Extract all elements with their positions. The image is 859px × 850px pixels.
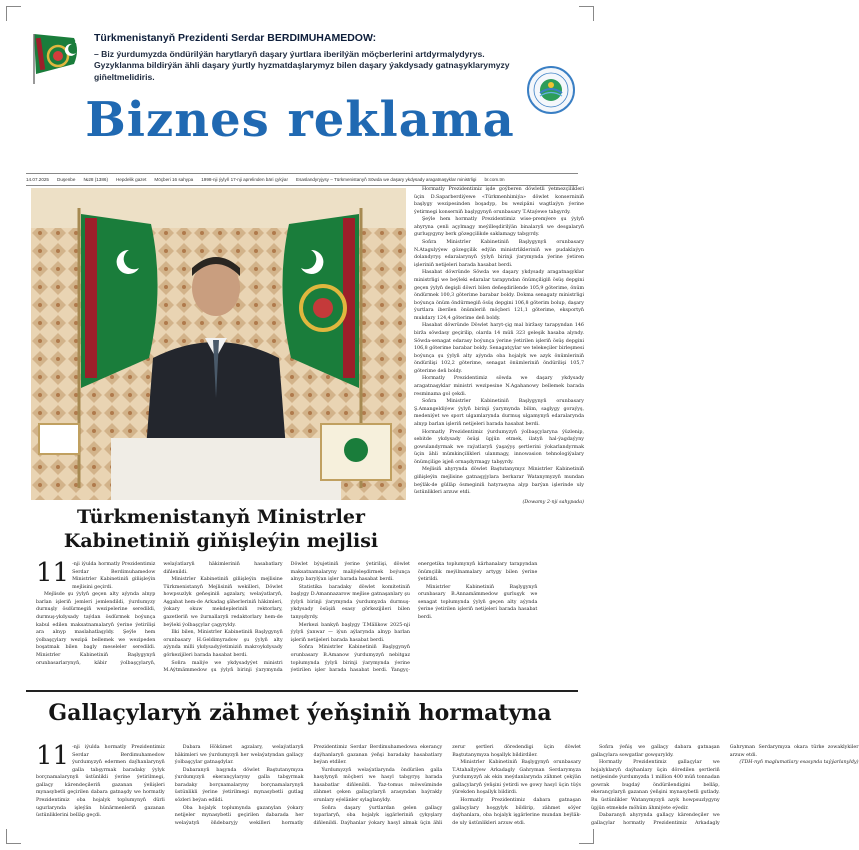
issue-site: br.com.tm bbox=[484, 177, 505, 182]
article2-body bbox=[36, 741, 859, 830]
article-paragraph: Mejlisiň ahyrynda döwlet Baştutanymyz Ministrler Kabinetiniň giňişleýin mejlisine gatnaşyjylara berkarar Watanymyzyň mundan beýläk-de gülläp ösmeginiň hatyrasyna alyp barýan işlerinde uly üstünlikleri arzuw etdi. bbox=[414, 467, 584, 496]
issue-founder: Esaslandyryjysy – Türkmenistanyň Söwda we daşary ykdysady aragatnaşyklar ministrligi bbox=[296, 177, 477, 182]
issue-number: №28 (1386) bbox=[83, 177, 108, 182]
article-paragraph: Dabaranyň ahyrynda gallaçy kärendeçiler we gallaçylar hormatly Prezidentimiz Arkadagly Gahryman Serdarymyza okara türke zowaklykiler arzuw etdi. bbox=[591, 745, 859, 826]
article-paragraph: Ýurdumyzyň welaýatlarynda öndürilen galla hasylynyň möçberi we hasyl tabşyryş barada hasabatlar diňlenildi. Ýaz-tomus möwsüminde zähmet çeken gallaçylaryň arasyndan baýrakly orunlary eýelänler sylaglanyldy. bbox=[313, 767, 443, 804]
article1-headline-line1: Türkmenistanyň Ministrler bbox=[76, 506, 366, 528]
dropcap: 11 bbox=[36, 558, 70, 588]
dropcap: 11 bbox=[36, 741, 70, 771]
article-paragraph: Soňra maliýe we ykdysadyýet ministri M.Aýtmämmedow şu ýylyň birinji ýarymynda Döwlet býujetiniň ýerine ýetirilişi, döwlet maksatnamalaryny maliýeleşdirmek boýunça alnyp barylýan işler barada hasabat berdi. bbox=[163, 562, 410, 674]
article-paragraph: Hormatly Prezidentimiz dabara gatnaşan gallaçylary hoşgylyk bildirip, zähmet söýer daýhanlara, oba hojalyk işgärlerine mundan beýläk-de uly üstünlikleri arzuw etdi. bbox=[452, 798, 581, 826]
quote-text: – Biz ýurdumyzda öndürilýän harytlaryň daşary ýurtlara iberilýän möçberlerini artdyrmalydyrys. Gyzyklanma bildirýän ähli daşary ýurtly hyzmatdaşlarymyz bilen daşary ýakdysady gatnaşyklarymyzy giňeltmelidiris. bbox=[94, 49, 510, 82]
article-paragraph: Merkezi bankyň başlygy T.Mälikow 2025-nji ýylyň ýanwar — iýun aýlarynda alnyp barlan işleriň netijeleri barada hasabat berdi. bbox=[290, 622, 410, 643]
article-paragraph: Soňra Ministrler Kabinetiniň Başlygynyň orunbasary N.Atagulyýew gözegçilik edýän ministrlikleriniň we pudaklaýyn dolandyryş edaralarynyň ýylyň birinji ýarymynda ýerine ýetiren işleriniň netijeleri barada hasabat berdi. bbox=[414, 240, 584, 268]
quote-author: Türkmenistanyň Prezidenti Serdar BERDIMUHAMEDOW: bbox=[94, 32, 377, 44]
article-paragraph: Hormatly Prezidentimiz işde goýberen döwletli ýetmezçilikleri üçin D.Saparberdiýewe «Türkmenhimiýa» döwlet konserniniň başlygy wezipesinden boşadyp, bu wezipäni wagtlaýyn ýerine ýetirmegi konserniň başlygynyň orunbasary T.Ataýewe tabşyrdy. bbox=[414, 187, 584, 215]
article-lead: 11 -nji iýulda hormatly Prezidentimiz Serdar Berdimuhamedow Ministrler Kabinetiniň giňişleýin mejlisini geçirdi. bbox=[36, 558, 156, 590]
article2-headline: Gallaçylaryň zähmet ýeňşiniň hormatyna bbox=[48, 700, 552, 726]
continued-caption: (Dowamy 2-nji sahypada) bbox=[522, 499, 584, 505]
crop-mark-top-right bbox=[579, 6, 594, 21]
article-paragraph: Ilki bilen, Ministrler Kabinetiniň Başlygynyň orunbasary H.Geldimyradow şu ýylyň alty aýynda milli ykdysadyýetimiziň makroykdysady görkezijileri barada hasabat berdi. bbox=[163, 630, 283, 658]
article-paragraph: Dabara Hökümet agzalary, welaýatlaryň häkimleri we ýurdumyzyň her welaýatyndan gallaçy ýolbaşçylar gatnaşdylar. bbox=[174, 745, 304, 766]
article-paragraph: Hormatly Prezidentimiz ýurdumyzyň ýolbaşçylaryna ýüzlenip, sebitde ykdysady ösüşi üpjün etmek, ilatyň hal-ýagdaýyny gowulandyrmak we raýatlaryň ýaşaýyş şertlerini ýokarlandyrmak üçin ähli mümkinçilikleri ulanmagy, innowasion tehnologiýalary önümçilige işjeň ornaşdyrmagy tabşyrdy. bbox=[414, 429, 584, 465]
article-paragraph: Hormatly Prezidentimiz söwda we daşary ykdysady aragatnaşyklar ministri wezipesine N.Agahanowy bellemek barada resminama gol çekdi. bbox=[414, 376, 584, 397]
source-caption: (TDH-nyň maglumatlary esasynda taýýarlanyldy) bbox=[739, 760, 859, 766]
article1-body bbox=[36, 558, 538, 679]
article-paragraph: Şeýle hem hormatly Prezidentimiz wise-premýere şu ýylyň ahyryna çenli açylmagy meýilleşdirilýän binalaryň we desgalaryň gurluşygyny berk gözegçilikde saklamagy tabşyrdy. bbox=[414, 217, 584, 238]
article-paragraph: Hasabat döwründe Döwlet haryt-çig mal biržasy tarapyndan 146 birža söwdasy geçirilip, olarda 14 müň 323 geleşik hasaba alyndy. Söwda-senagat edarasy boýunça ýerine ýetirilen işleriň ösüş depgini 106,8 göterime barabar boldy. Senagatçylar we telekeçiler birleşmesi boýunça şu ýylyň alty aýynda oba hojalyk we azyk önümleriniň öndürilişi 102,2 göterime, senagat önümleriniň öndürilişi 105,7 göterime deň boldy. bbox=[414, 323, 584, 374]
article-paragraph: Ministrler Kabinetiniň giňişleýin mejlisine Türkmenistanyň Mejlisiniň wekilleri, Döwlet howpsuzlyk geňeşiniň agzalary, welaýatlaryň, Aşgabat hem-de Arkadag şäherleriniň häkimleri, ýokary okuw mekdepleriniň rektorlary, gazetleriň we žurnallaryň redaktorlary hem-de beýleki ýolbaşçylar çagyryldy. bbox=[163, 577, 283, 628]
article-paragraph: Hormatly Prezidentimiz gallaçylar we hojalyklaryň daýhanlary üçin döredilen şertleriň netijesinde ýurdumyzda 1 million 400 müň tonnadan gowrak bugdaý öndürilendigini belläp, ekerançylaryň gazanan ýeňşini mynasybetli gutlady. Bu üstünlikler Watanymyzyň azyk howpsuzlygyny üpjün etmekde möhüm ähmiýete eýedir. bbox=[591, 760, 720, 811]
article-paragraph: Soňra Ministrler Kabinetiniň Başlygynyň orunbasary B.Amanow ýurdumyzyň nebitgaz toplumynda ýylyň birinji ýarymynda ýerine ýetirilen işler barada hasabat berdi. Ýangyç-energetika toplumynyň kärhanalary tarapyndan önümçilik meýilnamalary artygy bilen ýerine ýetirildi. bbox=[290, 562, 538, 674]
issue-founded: 1998-nji ýylyň 17-nji aprelinden bäri çykýar bbox=[201, 177, 289, 182]
article-paragraph: Ministrler Kabinetiniň Başlygynyň orunbasary B.Annamämmedow gurluşyk we senagat toplumynda ýylyň geçen alty aýynda ýerine ýetirilen işleriň netijeleri barada hasabat berdi. bbox=[417, 584, 538, 621]
article-paragraph: Hasabat döwründe Söwda we daşary ykdysady aragatnaşyklar ministrligi we beýleki edaralar tarapyndan önümçiligiň ösüş depgini geçen ýylyň degişli döwri bilen deňeşdirilende 105,9 göterime, önüm öndürmek 100,3 göterime barabar boldy. Dokma senagaty ministrligi boýunça önüm öndürmegiň ösüş depgini 106,8 göterim bolup, daşary ýurtlara iberilen önümleriň möçberi 121,1 göterime, eksportyň mukdary 124,4 göterime deň boldy. bbox=[414, 270, 584, 321]
masthead-title: Biznes reklama bbox=[85, 92, 515, 148]
crop-mark-top-left bbox=[6, 6, 21, 21]
issue-weekday: Duşenbe bbox=[57, 177, 76, 182]
article-paragraph: Ministrler Kabinetiniň Başlygynyň orunbasary T.Atahallyýew Arkadagly Gahryman Serdarymyza ýurdumyzyň ak ekin meýdanlarynda zähmet çekýän gallaçylaryň ýeňşini ýetirdi we gowy hasyl üçin tüýs ýürekden hoşallyk bildirdi. bbox=[452, 760, 581, 796]
article-lead: 11 -nji iýulda hormatly Prezidentimiz Serdar Berdimuhamedow ýurdumyzyň edermen daýhanlarynyň galla tabşyrmak baradaky ýylyk borçnamalarynyň üstünlikli ýerine ýetirilmegi, gallaçy kärendeçileriň gazanan ýeňişleri mynasybetli geçirilen dabara gatnaşdy we hormatly Prezidentimiz oba hojalyk toplumynyň dürli ugurlarynda işleýän hünärmenleriň gazanan üstünliklerini belläp geçdi. bbox=[36, 741, 165, 819]
section-divider bbox=[26, 690, 578, 692]
article1-headline bbox=[36, 505, 406, 553]
info-bar bbox=[26, 173, 578, 186]
crop-mark-bottom-right bbox=[579, 829, 594, 844]
article-paragraph: Soňra Ministrler Kabinetiniň Başlygynyň orunbasary Ş.Amangeldiýew ýylyň birinji ýarymynda bilim, saglygy goraýyş, medeniýet we sport ulgamlarynda durmuş ulgamynyň edaralarynda alnyp barlan işleriň netijeleri barada hasabat berdi. bbox=[414, 399, 584, 427]
president-quote bbox=[94, 32, 522, 83]
article-paragraph: Mejlisde şu ýylyň geçen alty aýynda alnyp barlan işleriň jemleri jemlendildi, ýurdumyzy durnuşly ösdürmegiň wezipelerine seredildi, durmuş-ykdysady taýdan ösdürmek boýunça kabul edilen maksatnamalaryň ýerine ýetirilişi ara alnyp maslahatlaşyldy. Şeýle hem ýolbaşçylary wezipä bellemek we wezipeden boşatmak bilen bagly meseleler seredildi. Ministrler Kabinetiniň Başlygynyň orunbasarlarynyň, käbir ýolbaşçylaryň, welaýatlaryň häkimleriniň hasabatlary diňlenildi. bbox=[36, 562, 283, 666]
article-paragraph: Dabaranyň başynda döwlet Baştutanymyza ýurdumyzyň ekerançylaryny galla tabşyrmak baradaky borçnamalaryny borçnamalarynyň üstünlikli ýerine ýetirilmegi mynasybetli gutlag sözleri beýan edildi. bbox=[174, 767, 304, 804]
crop-mark-bottom-left bbox=[6, 829, 21, 844]
flag-emblem-icon bbox=[28, 30, 84, 86]
article-paragraph: Statistika baradaky döwlet komitetiniň başlygy D.Amannazarow mejlise gatnaşanlary şu ýylyň birinji ýarymynda ýurdumyzda durmuş-ykdysady ösüşiň esasy görkezijileri bilen tanyşdyrdy. bbox=[290, 584, 410, 621]
article-paragraph: Oba hojalyk toplumynda gazanylan ýokary netijeler mynasybetli geçirilen dabarada her welaýatyň öňdebaryjy wekilleri hormatly Prezidentimiz Serdar Berdimuhamedowa ekerançy daýhanlaryň gazanan ýeňşi baradaky hasabatlary beýan etdiler. bbox=[174, 745, 443, 826]
issue-date: 14.07.2025 bbox=[26, 177, 49, 182]
lead-photo bbox=[31, 188, 406, 500]
article-paragraph: Soňra ýeňiş we gallaçy dabara gatnaşan gallaçylara sowgatlar gowşuryldy. bbox=[591, 745, 720, 758]
issue-pages: Möçberi 16 sahypa bbox=[154, 177, 194, 182]
article1-headline-line2: Kabinetiniň giňişleýin mejlisi bbox=[63, 530, 379, 552]
article-paragraph: Soňra daşary ýurtlardan gelen gallaçy toparlaryň, oba hojalyk işgärleriniň çykyşlary diňlenildi. Daýhanlar ýokary hasyl almak üçin ähli zerur şertleri döredendigi üçin döwlet Baştutanymyza hoşallyk bildirdiler. bbox=[313, 745, 581, 826]
issue-frequency: Hepdelik gazet bbox=[115, 177, 147, 182]
